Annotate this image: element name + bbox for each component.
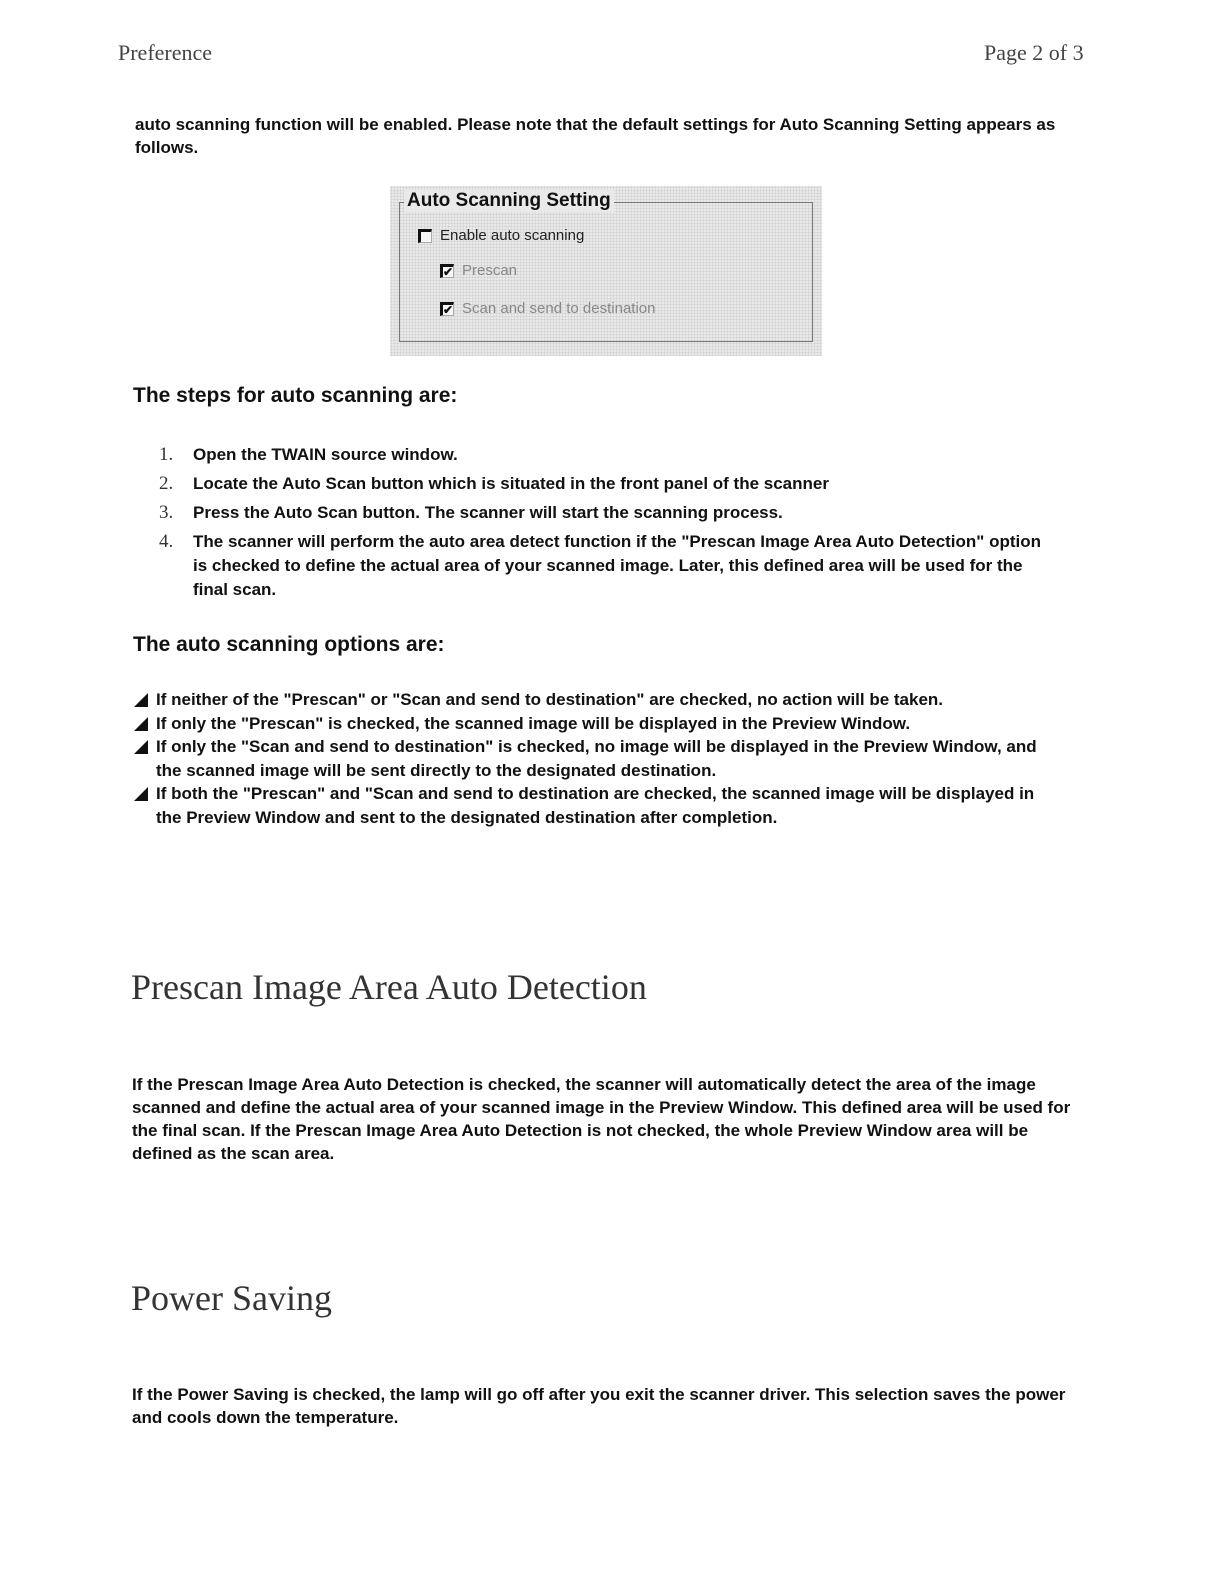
options-heading: The auto scanning options are: [133,633,445,656]
intro-paragraph: auto scanning function will be enabled. Please note that the default settings for Auto Scanning Setting appears as follows. [135,115,1056,157]
power-saving-title: Power Saving [131,1278,332,1318]
list-item: 4. The scanner will perform the auto area detect function if the "Prescan Image Area Auto Detection" option is checked to define the actual area of your scanned image. Later, this defined area will be used for the final scan. [159,531,1042,599]
header-left: Preference [118,40,213,65]
prescan-section-body: If the Prescan Image Area Auto Detection is checked, the scanner will automatically detect the area of the image scanned and define the actual area of your scanned image in the Preview Window. This defined area will be used for the final scan. If the Prescan Image Area Auto Detection is not checked, the whole Preview Window area will be defined as the scan area. [132,1075,1071,1163]
auto-scanning-setting-screenshot [390,186,822,356]
enable-auto-scanning-checkbox [418,229,432,243]
list-item: If only the "Scan and send to destination" is checked, no image will be displayed in the Preview Window, and the scanned image will be sent directly to the designated destination. [132,735,1052,782]
list-item: If neither of the "Prescan" or "Scan and send to destination" are checked, no action will be taken. [132,688,1052,712]
bullet-icon [134,787,148,801]
steps-heading: The steps for auto scanning are: [133,384,458,407]
list-item: If both the "Prescan" and "Scan and send to destination are checked, the scanned image will be displayed in the Preview Window and sent to the designated destination after completion. [132,782,1052,829]
bullet-icon [134,693,148,707]
group-legend: Auto Scanning Setting [404,190,614,212]
list-item: If only the "Prescan" is checked, the scanned image will be displayed in the Preview Window. [132,712,1052,736]
scan-send-checkbox: ✔ [440,302,454,316]
list-item: 3. Press the Auto Scan button. The scanner will start the scanning process. [159,502,783,523]
bullet-icon [134,740,148,754]
enable-auto-scanning-option [418,227,584,244]
prescan-label: Prescan [462,262,518,279]
bullet-icon [134,717,148,731]
scan-send-label: Scan and send to destination [462,300,656,317]
list-item: 2. Locate the Auto Scan button which is situated in the front panel of the scanner [159,473,829,494]
scan-send-option [440,300,655,317]
prescan-option [440,262,517,279]
steps-list [133,443,1053,607]
list-item: 1. Open the TWAIN source window. [159,444,458,465]
header-page-number: Page 2 of 3 [984,40,1084,65]
prescan-checkbox: ✔ [440,264,454,278]
prescan-section-title: Prescan Image Area Auto Detection [131,967,647,1007]
options-list [132,688,1052,829]
enable-auto-scanning-label: Enable auto scanning [440,227,585,244]
power-saving-body: If the Power Saving is checked, the lamp will go off after you exit the scanner driver. This selection saves the power and cools down the temperature. [132,1385,1066,1427]
